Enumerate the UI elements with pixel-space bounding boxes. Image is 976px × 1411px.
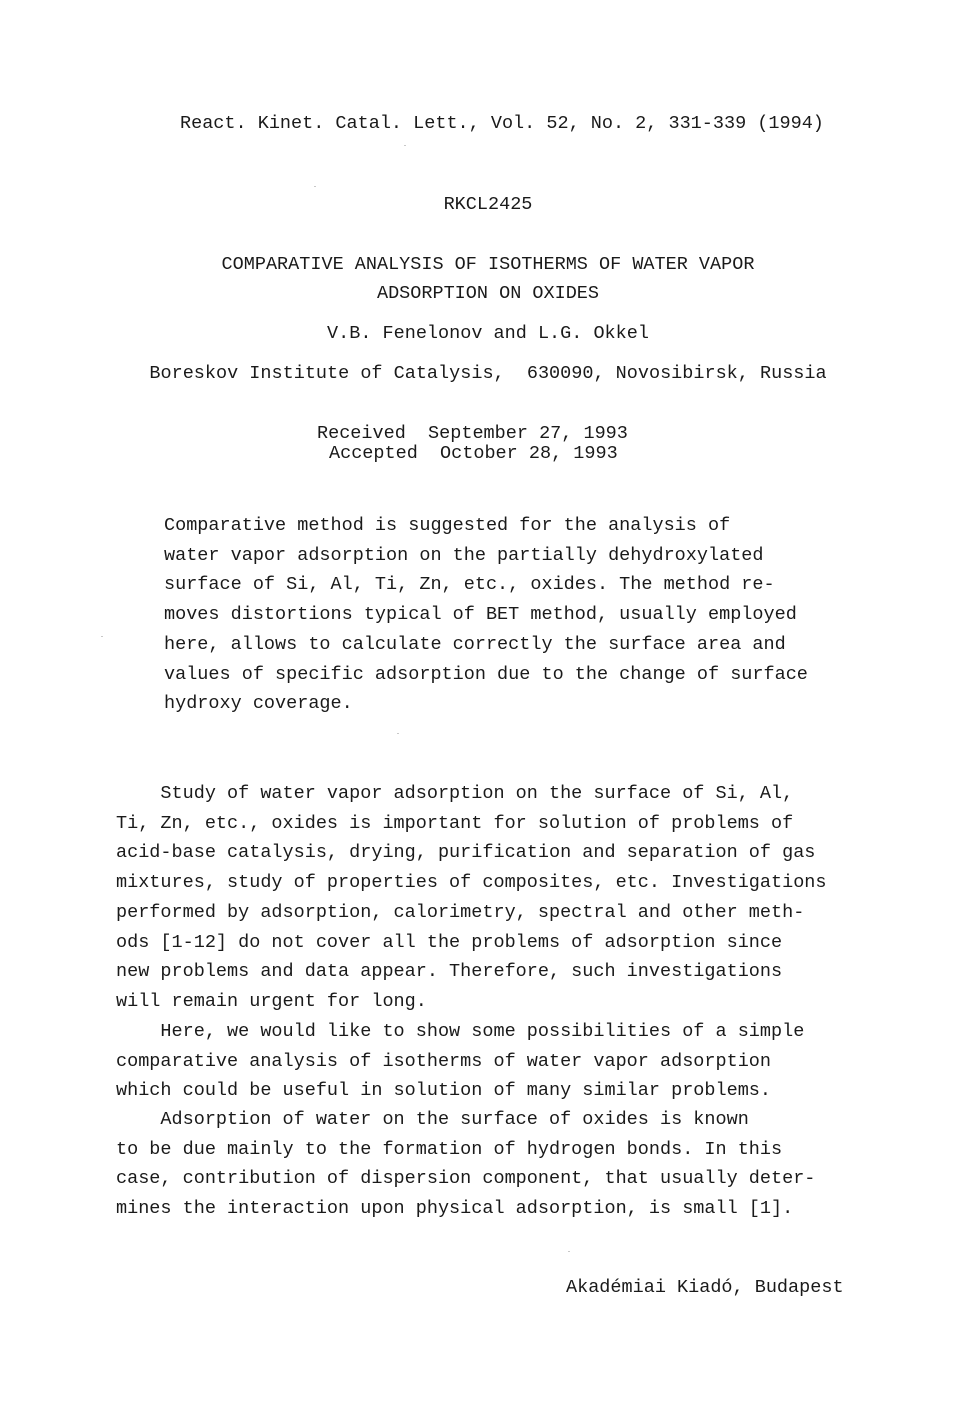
body-line: Ti, Zn, etc., oxides is important for solution of problems of (116, 812, 794, 834)
abstract-line: values of specific adsorption due to the change of surface (164, 663, 808, 685)
affiliation: Boreskov Institute of Catalysis, 630090, Novosibirsk, Russia (149, 363, 827, 384)
body-line: Study of water vapor adsorption on the surface of Si, Al, (116, 783, 794, 804)
body-line: to be due mainly to the formation of hydrogen bonds. In this (116, 1138, 783, 1160)
abstract-line: Comparative method is suggested for the analysis of (164, 515, 731, 536)
title-line-1: COMPARATIVE ANALYSIS OF ISOTHERMS OF WATER VAPOR (221, 254, 755, 275)
body-paragraph-1 (116, 779, 827, 1017)
body-line: case, contribution of dispersion component, that usually deter- (116, 1168, 816, 1190)
abstract-line: here, allows to calculate correctly the surface area and (164, 633, 786, 655)
accepted-date: October 28, 1993 (440, 443, 618, 464)
scan-speck (404, 145, 406, 146)
body-paragraph-3 (116, 1105, 815, 1224)
body-paragraph-2 (116, 1017, 804, 1106)
body-line: new problems and data appear. Therefore, such investigations (116, 961, 783, 983)
body-line: which could be useful in solution of many similar problems. (116, 1080, 772, 1102)
scan-speck (314, 186, 316, 187)
body-line: performed by adsorption, calorimetry, spectral and other meth- (116, 901, 805, 923)
scan-speck (397, 733, 399, 734)
accepted-label: Accepted (329, 443, 418, 464)
scan-speck (101, 636, 103, 637)
body-line: Here, we would like to show some possibilities of a simple (116, 1021, 805, 1042)
abstract-line: hydroxy coverage. (164, 693, 353, 715)
body-line: mixtures, study of properties of composites, etc. Investigations (116, 872, 827, 894)
accepted-date-line (329, 443, 618, 465)
abstract-line: water vapor adsorption on the partially dehydroxylated (164, 544, 764, 566)
scan-speck (568, 1251, 570, 1252)
authors: V.B. Fenelonov and L.G. Okkel (327, 323, 649, 344)
body-line: acid-base catalysis, drying, purification and separation of gas (116, 842, 816, 864)
abstract-line: surface of Si, Al, Ti, Zn, etc., oxides. The method re- (164, 574, 775, 596)
title-line-2: ADSORPTION ON OXIDES (376, 283, 600, 304)
body-line: ods [1-12] do not cover all the problems of adsorption since (116, 931, 783, 953)
publisher-footer: Akadémiai Kiadó, Budapest (566, 1277, 844, 1298)
received-date-line (317, 423, 628, 445)
body-line: Adsorption of water on the surface of oxides is known (116, 1109, 749, 1130)
journal-reference: React. Kinet. Catal. Lett., Vol. 52, No. 2, 331-339 (1994) (180, 113, 824, 134)
body-line: will remain urgent for long. (116, 990, 427, 1012)
received-date: September 27, 1993 (428, 423, 628, 444)
body-line: comparative analysis of isotherms of water vapor adsorption (116, 1050, 772, 1072)
body-line: mines the interaction upon physical adsorption, is small [1]. (116, 1198, 794, 1220)
abstract (164, 511, 808, 719)
received-label: Received (317, 423, 406, 444)
article-code: RKCL2425 (443, 194, 533, 215)
abstract-line: moves distortions typical of BET method, usually employed (164, 604, 797, 626)
